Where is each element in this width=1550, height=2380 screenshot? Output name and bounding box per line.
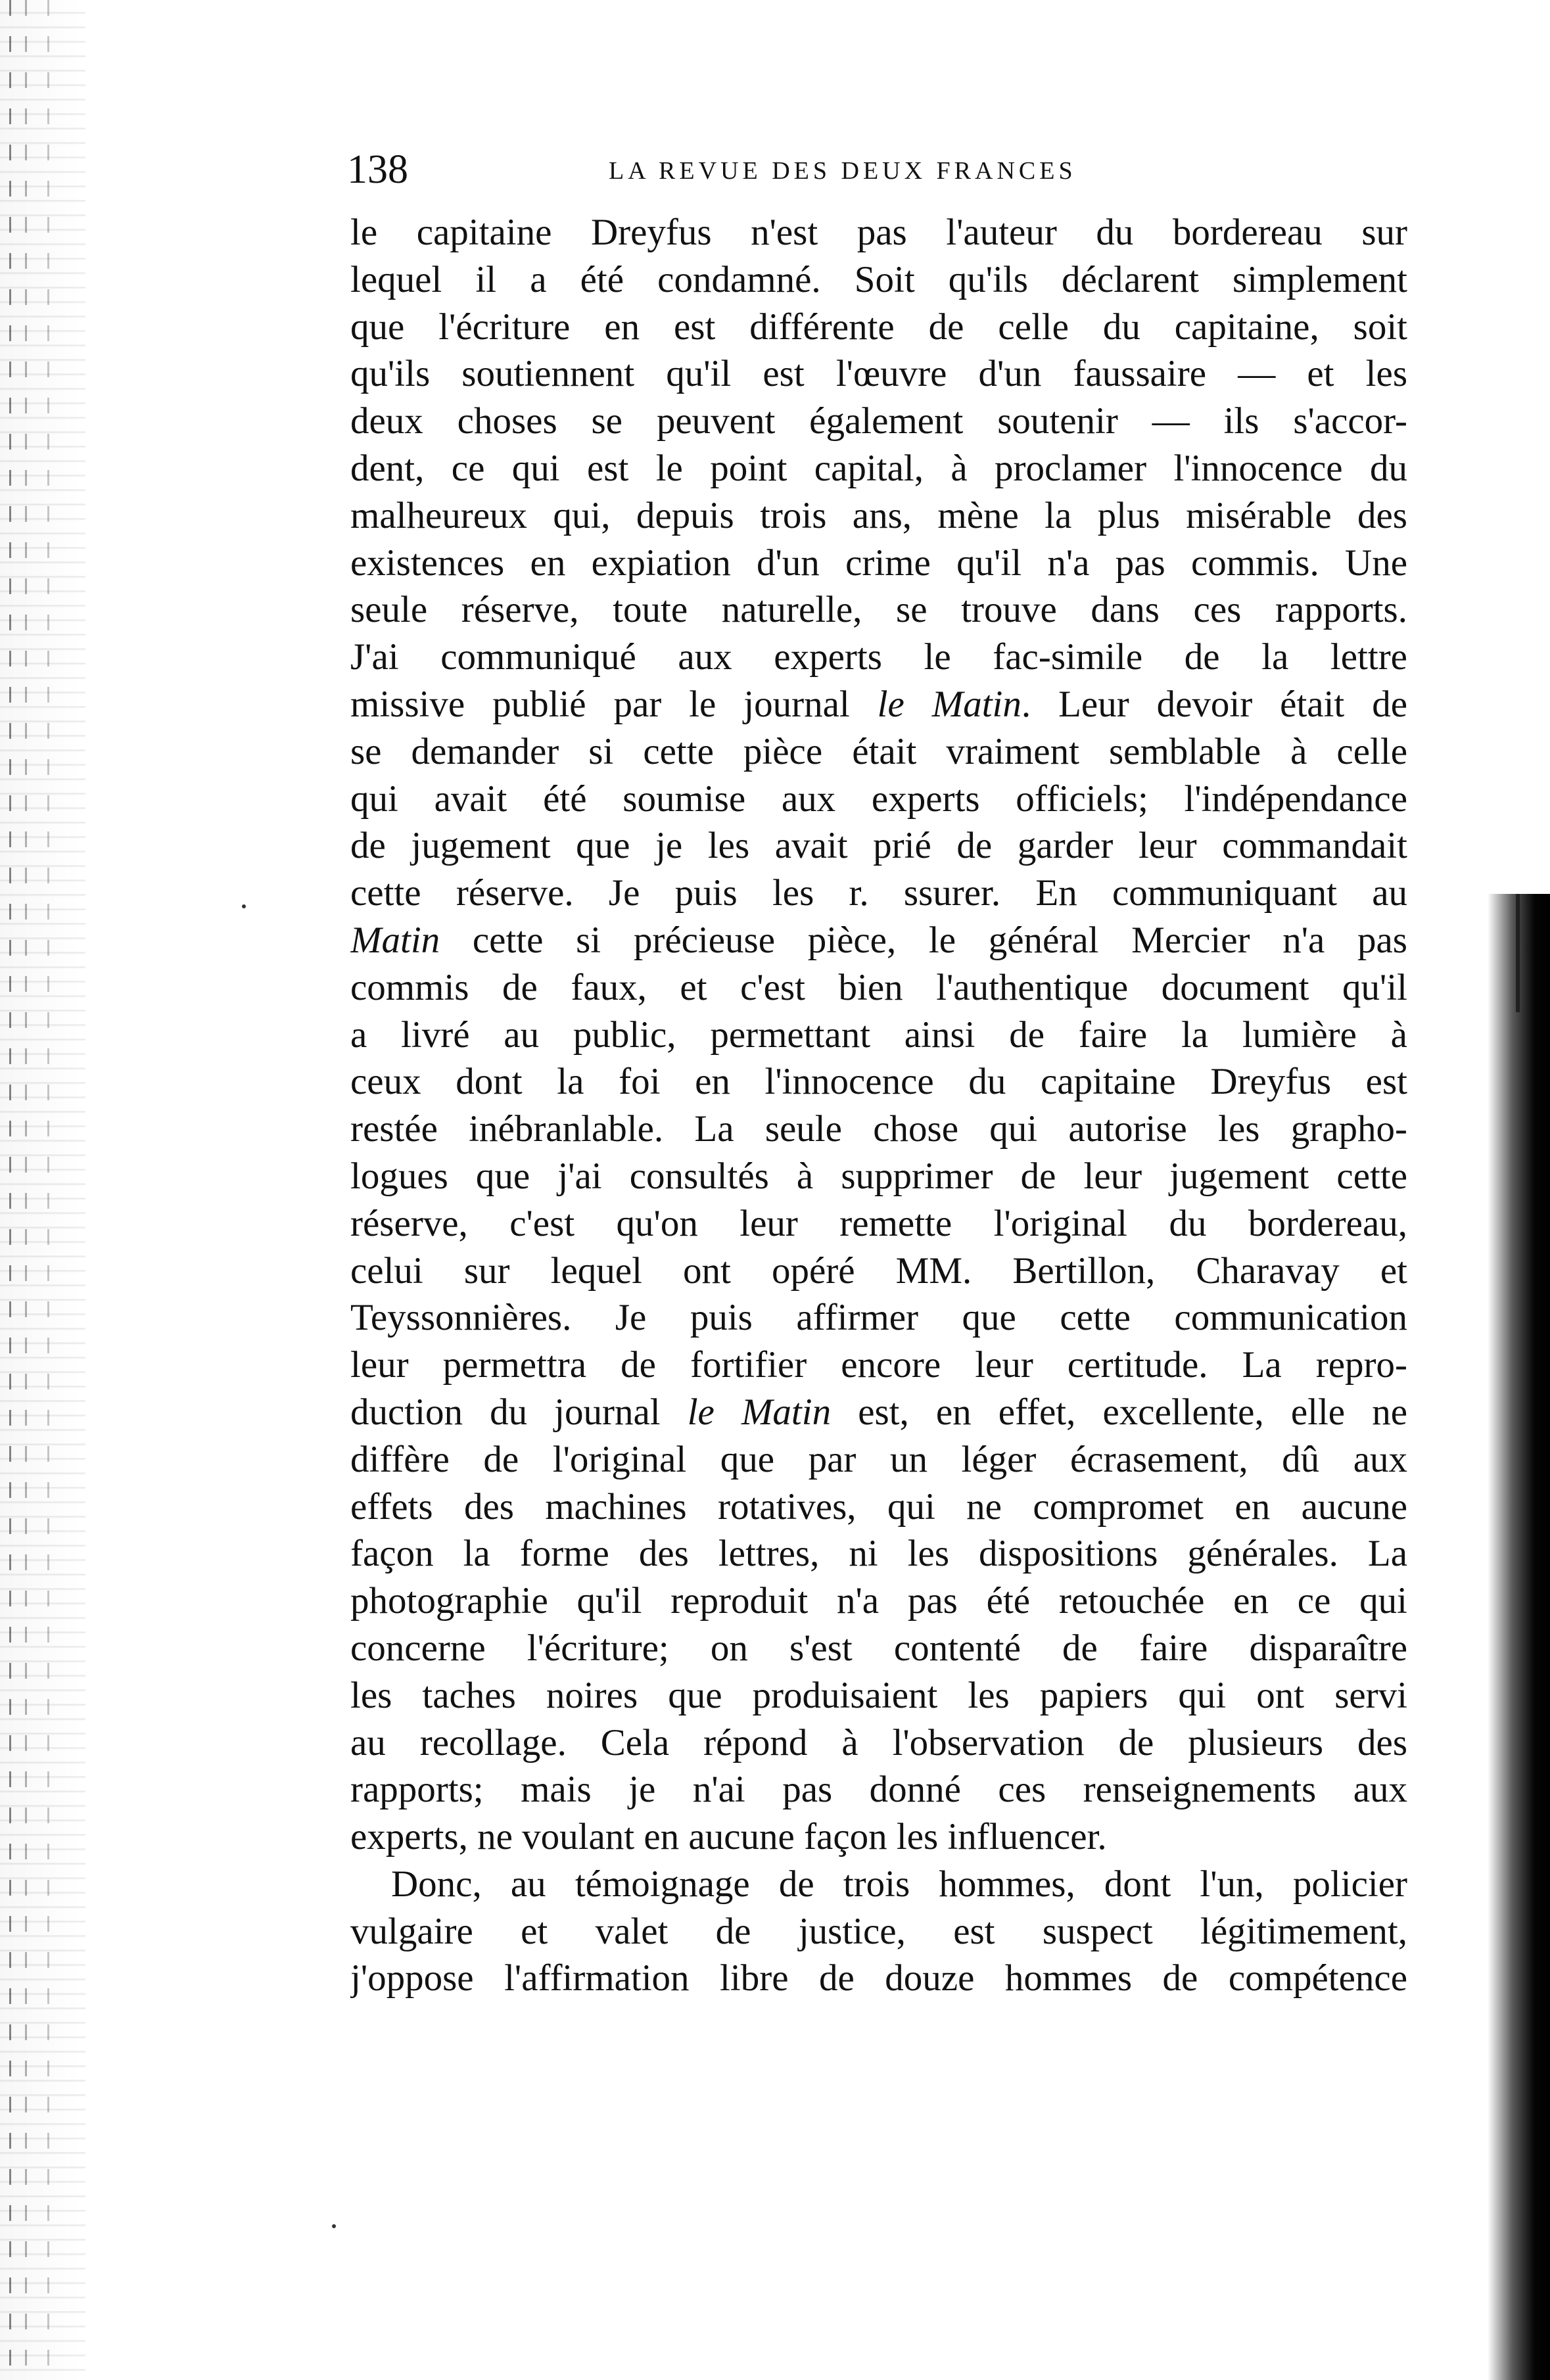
scan-speck — [332, 2224, 336, 2228]
gutter-mark — [47, 0, 49, 2380]
text-line: rapports; mais je n'ai pas donné ces renseignements aux — [350, 1769, 1407, 1811]
text-line: que l'écriture en est différente de celle du capitaine, soit — [350, 306, 1407, 348]
text-line: ceux dont la foi en l'innocence du capitaine Dreyfus est — [350, 1061, 1407, 1103]
text-line: cette réserve. Je puis les r. ssurer. En communiquant au — [350, 872, 1407, 914]
text-line: malheureux qui, depuis trois ans, mène la plus misérable des — [350, 494, 1407, 536]
text-line: se demander si cette pièce était vraiment semblable à celle — [350, 730, 1407, 772]
text-line: a livré au public, permettant ainsi de faire la lumière à — [350, 1014, 1407, 1056]
scan-speck — [242, 904, 246, 908]
page-header — [347, 143, 1412, 196]
text-line: deux choses se peuvent également soutenir — ils s'accor- — [350, 400, 1407, 442]
text-line: concerne l'écriture; on s'est contenté de faire disparaître — [350, 1627, 1407, 1669]
gutter-mark — [9, 0, 11, 2380]
text-line: au recollage. Cela répond à l'observation de plusieurs des — [350, 1721, 1407, 1763]
text-line: j'oppose l'affirmation libre de douze hommes de compétence — [350, 1957, 1407, 1999]
text-line: le capitaine Dreyfus n'est pas l'auteur du bordereau sur — [350, 212, 1407, 253]
text-line: missive publié par le journal le Matin. Leur devoir était de — [350, 683, 1407, 725]
text-line: façon la forme des lettres, ni les dispositions générales. La — [350, 1533, 1407, 1575]
text-line: qu'ils soutiennent qu'il est l'œuvre d'un faussaire — et les — [350, 353, 1407, 395]
text-line: vulgaire et valet de justice, est suspect légitimement, — [350, 1910, 1407, 1952]
left-gutter-scan-noise — [0, 0, 85, 2380]
text-line: effets des machines rotatives, qui ne compromet en aucune — [350, 1485, 1407, 1528]
body-text — [350, 209, 1407, 2002]
text-line: leur permettra de fortifier encore leur certitude. La repro- — [350, 1344, 1407, 1386]
text-line: duction du journal le Matin est, en effet, excellente, elle ne — [350, 1391, 1407, 1433]
page-number: 138 — [347, 147, 408, 192]
text-line: dent, ce qui est le point capital, à proclamer l'innocence du — [350, 447, 1407, 489]
text-line: experts, ne voulant en aucune façon les influencer. — [350, 1816, 1107, 1858]
text-line: diffère de l'original que par un léger écrasement, dû aux — [350, 1438, 1407, 1480]
text-line: J'ai communiqué aux experts le fac-simile de la lettre — [350, 636, 1407, 678]
text-line: seule réserve, toute naturelle, se trouve dans ces rapports. — [350, 589, 1407, 631]
text-line: existences en expiation d'un crime qu'il n'a pas commis. Une — [350, 542, 1407, 584]
text-line: Donc, au témoignage de trois hommes, dont l'un, policier — [391, 1863, 1407, 1905]
right-binding-shadow — [1488, 894, 1550, 2380]
running-title: LA REVUE DES DEUX FRANCES — [609, 157, 1077, 185]
text-line: de jugement que je les avait prié de garder leur commandait — [350, 825, 1407, 867]
text-line: Teyssonnières. Je puis affirmer que cette communication — [350, 1297, 1407, 1339]
text-line: commis de faux, et c'est bien l'authentique document qu'il — [350, 966, 1407, 1008]
text-line: qui avait été soumise aux experts officiels; l'indépendance — [350, 778, 1407, 820]
text-line: logues que j'ai consultés à supprimer de leur jugement cette — [350, 1155, 1407, 1197]
right-binding-mark — [1516, 894, 1520, 1012]
text-line: celui sur lequel ont opéré MM. Bertillon, Charavay et — [350, 1249, 1407, 1292]
gutter-mark — [25, 0, 27, 2380]
text-line: les taches noires que produisaient les papiers qui ont servi — [350, 1674, 1407, 1716]
text-line: réserve, c'est qu'on leur remette l'original du bordereau, — [350, 1202, 1407, 1244]
text-line: restée inébranlable. La seule chose qui autorise les grapho- — [350, 1108, 1407, 1150]
text-line: Matin cette si précieuse pièce, le général Mercier n'a pas — [350, 919, 1407, 961]
text-line: lequel il a été condamné. Soit qu'ils déclarent simplement — [350, 258, 1407, 300]
text-line: photographie qu'il reproduit n'a pas été retouchée en ce qui — [350, 1580, 1407, 1622]
